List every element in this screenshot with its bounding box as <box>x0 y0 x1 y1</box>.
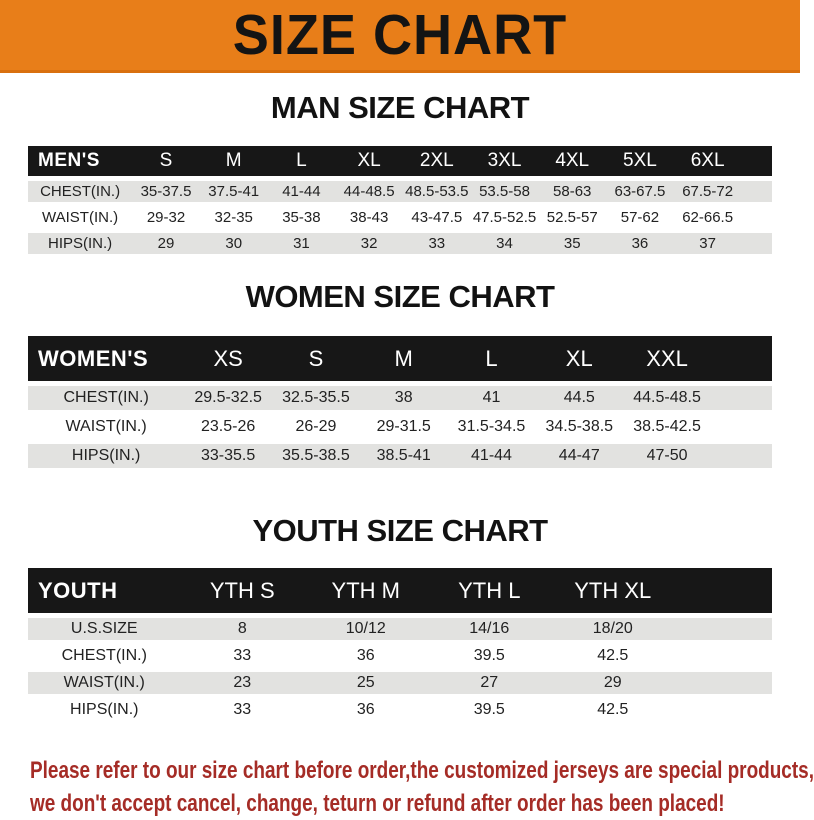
row-filler-cell <box>741 181 772 202</box>
column-header: L <box>448 336 536 381</box>
cell: 41-44 <box>268 181 336 202</box>
cell: 52.5-57 <box>538 207 606 228</box>
cell: 44-48.5 <box>335 181 403 202</box>
row-filler-cell <box>711 444 772 468</box>
cell: 34.5-38.5 <box>535 415 623 439</box>
row-label: HIPS(IN.) <box>28 444 184 468</box>
cell: 38 <box>360 386 448 410</box>
column-header: XS <box>184 336 272 381</box>
cell: 35.5-38.5 <box>272 444 360 468</box>
youth-table-header-row <box>28 568 772 613</box>
cell: 39.5 <box>428 645 552 667</box>
cell: 8 <box>181 618 305 640</box>
row-filler-cell <box>675 645 772 667</box>
cell: 26-29 <box>272 415 360 439</box>
column-header: M <box>200 146 268 176</box>
cell: 33 <box>403 233 471 254</box>
size-chart-banner <box>0 0 800 73</box>
youth-size-table <box>28 563 772 726</box>
cell: 35 <box>538 233 606 254</box>
row-label: HIPS(IN.) <box>28 233 132 254</box>
cell: 47-50 <box>623 444 711 468</box>
row-label: WAIST(IN.) <box>28 415 184 439</box>
column-header: 5XL <box>606 146 674 176</box>
cell: 29-32 <box>132 207 200 228</box>
row-label: CHEST(IN.) <box>28 181 132 202</box>
cell: 32 <box>335 233 403 254</box>
table-row <box>28 233 772 254</box>
cell: 35-37.5 <box>132 181 200 202</box>
women-table-header-row <box>28 336 772 381</box>
cell: 39.5 <box>428 699 552 721</box>
cell: 14/16 <box>428 618 552 640</box>
cell: 53.5-58 <box>471 181 539 202</box>
column-header: XL <box>335 146 403 176</box>
youth-size-section <box>0 513 800 726</box>
cell: 18/20 <box>551 618 675 640</box>
cell: 30 <box>200 233 268 254</box>
men-table-header-row <box>28 146 772 176</box>
row-label: CHEST(IN.) <box>28 386 184 410</box>
cell: 42.5 <box>551 645 675 667</box>
column-header: 4XL <box>538 146 606 176</box>
cell: 10/12 <box>304 618 428 640</box>
cell: 41 <box>448 386 536 410</box>
cell: 41-44 <box>448 444 536 468</box>
table-row <box>28 672 772 694</box>
cell: 34 <box>471 233 539 254</box>
cell: 36 <box>606 233 674 254</box>
header-filler-cell <box>675 568 772 613</box>
cell: 44.5-48.5 <box>623 386 711 410</box>
order-policy-line-2: we don't accept cancel, change, teturn or refund after order has been placed! <box>30 790 725 818</box>
cell: 37 <box>674 233 742 254</box>
cell: 44.5 <box>535 386 623 410</box>
table-row <box>28 645 772 667</box>
row-filler-cell <box>711 386 772 410</box>
cell: 36 <box>304 645 428 667</box>
row-label: U.S.SIZE <box>28 618 181 640</box>
cell: 31 <box>268 233 336 254</box>
women-size-table <box>28 331 772 473</box>
cell: 31.5-34.5 <box>448 415 536 439</box>
column-header: M <box>360 336 448 381</box>
cell: 36 <box>304 699 428 721</box>
column-header: S <box>272 336 360 381</box>
cell: 35-38 <box>268 207 336 228</box>
row-filler-cell <box>711 415 772 439</box>
column-header: L <box>268 146 336 176</box>
row-filler-cell <box>675 699 772 721</box>
cell: 38.5-42.5 <box>623 415 711 439</box>
cell: 43-47.5 <box>403 207 471 228</box>
table-row <box>28 207 772 228</box>
cell: 33 <box>181 645 305 667</box>
table-row <box>28 618 772 640</box>
column-header: 6XL <box>674 146 742 176</box>
cell: 23 <box>181 672 305 694</box>
youth-size-table-container <box>0 563 800 726</box>
cell: 37.5-41 <box>200 181 268 202</box>
column-header: YTH L <box>428 568 552 613</box>
cell: 32-35 <box>200 207 268 228</box>
cell: 47.5-52.5 <box>471 207 539 228</box>
column-header: YTH S <box>181 568 305 613</box>
women-size-table-container <box>0 331 800 473</box>
column-header: XXL <box>623 336 711 381</box>
table-row <box>28 181 772 202</box>
women-size-section <box>0 279 800 473</box>
row-label: CHEST(IN.) <box>28 645 181 667</box>
men-size-table-container <box>0 141 800 259</box>
women-section-heading: WOMEN SIZE CHART <box>245 279 555 314</box>
cell: 38-43 <box>335 207 403 228</box>
men-table-header-label: MEN'S <box>28 146 132 176</box>
cell: 57-62 <box>606 207 674 228</box>
column-header: YTH M <box>304 568 428 613</box>
cell: 67.5-72 <box>674 181 742 202</box>
men-section-heading: MAN SIZE CHART <box>270 90 530 125</box>
header-filler-cell <box>711 336 772 381</box>
column-header: S <box>132 146 200 176</box>
order-policy-line-1: Please refer to our size chart before order,the customized jerseys are special products, <box>30 757 814 784</box>
youth-section-heading: YOUTH SIZE CHART <box>252 513 548 548</box>
cell: 29.5-32.5 <box>184 386 272 410</box>
cell: 58-63 <box>538 181 606 202</box>
row-filler-cell <box>741 207 772 228</box>
cell: 42.5 <box>551 699 675 721</box>
row-label: WAIST(IN.) <box>28 672 181 694</box>
cell: 29 <box>551 672 675 694</box>
table-row <box>28 415 772 439</box>
cell: 25 <box>304 672 428 694</box>
banner-title: SIZE CHART <box>232 2 568 67</box>
column-header: 3XL <box>471 146 539 176</box>
youth-table-header-label: YOUTH <box>28 568 181 613</box>
cell: 33-35.5 <box>184 444 272 468</box>
order-policy-note <box>30 754 814 820</box>
column-header: XL <box>535 336 623 381</box>
column-header: YTH XL <box>551 568 675 613</box>
cell: 62-66.5 <box>674 207 742 228</box>
cell: 29 <box>132 233 200 254</box>
women-table-header-label: WOMEN'S <box>28 336 184 381</box>
table-row <box>28 386 772 410</box>
cell: 29-31.5 <box>360 415 448 439</box>
cell: 23.5-26 <box>184 415 272 439</box>
row-label: WAIST(IN.) <box>28 207 132 228</box>
column-header: 2XL <box>403 146 471 176</box>
cell: 63-67.5 <box>606 181 674 202</box>
men-size-section <box>0 90 800 259</box>
table-row <box>28 444 772 468</box>
cell: 44-47 <box>535 444 623 468</box>
row-filler-cell <box>675 672 772 694</box>
cell: 48.5-53.5 <box>403 181 471 202</box>
table-row <box>28 699 772 721</box>
cell: 38.5-41 <box>360 444 448 468</box>
cell: 32.5-35.5 <box>272 386 360 410</box>
header-filler-cell <box>741 146 772 176</box>
cell: 33 <box>181 699 305 721</box>
row-filler-cell <box>675 618 772 640</box>
row-filler-cell <box>741 233 772 254</box>
men-size-table <box>28 141 772 259</box>
cell: 27 <box>428 672 552 694</box>
row-label: HIPS(IN.) <box>28 699 181 721</box>
